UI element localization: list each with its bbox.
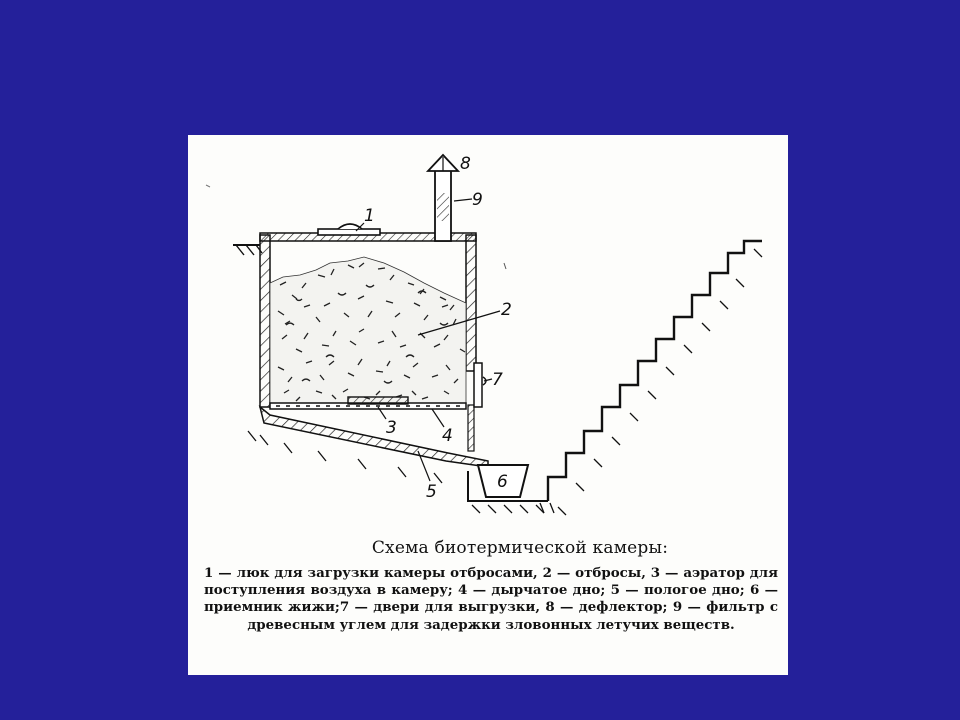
label-perforated-bottom: 4 [442,426,453,446]
label-waste: 2 [501,300,512,320]
label-receiver: 6 [497,472,508,492]
stray-mark [504,263,506,269]
caption-body: 1 — люк для загрузки камеры отбросами, 2 — отбросы, 3 — аэратор для поступления воздуха в камеру; 4 — дырчатое дно; 5 — пологое дно; 6 — приемник жижи;7 — двери для выгрузки, 8 — дефлектор; 9 — фильтр с древесным углем для задержки зловонных летучих веществ. [204,565,778,633]
label-aerator: 3 [386,418,397,438]
label-deflector: 8 [460,154,471,174]
staircase [540,241,762,515]
biothermal-chamber-diagram [188,135,788,535]
label-hatch: 1 [364,206,375,226]
unloading-door [474,363,486,407]
ground-left [233,245,262,255]
stray-mark [206,185,210,187]
figure-panel [188,135,788,675]
aerator [348,397,408,404]
caption-title: Схема биотермической камеры: [371,538,669,558]
label-door: 7 [492,370,503,390]
vent-pipe [428,155,458,241]
label-filter: 9 [472,190,483,210]
label-sloped-bottom: 5 [426,482,437,502]
